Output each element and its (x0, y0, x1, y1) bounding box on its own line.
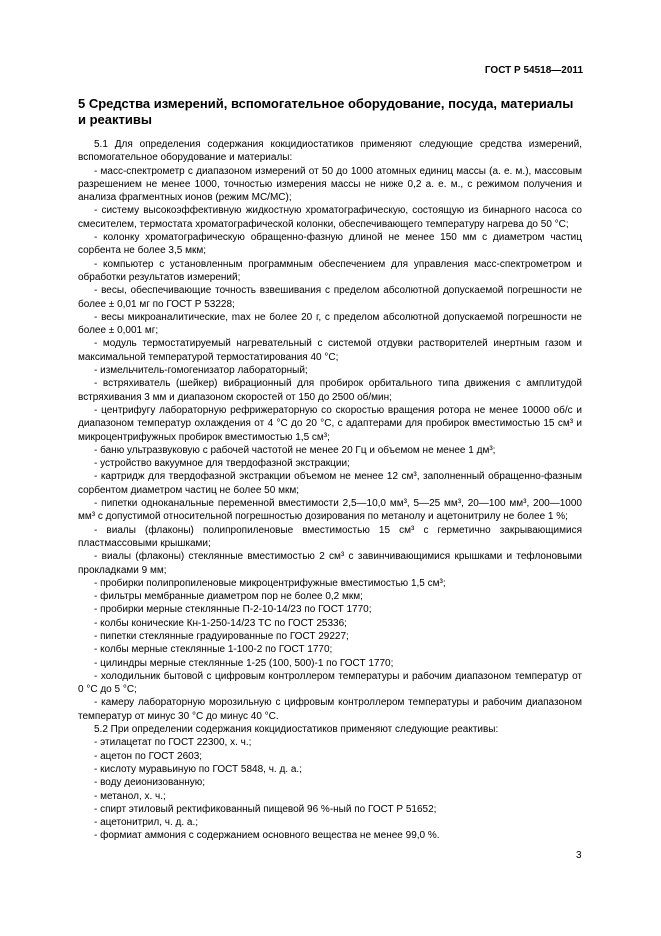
list-item: - воду деионизованную; (94, 777, 206, 789)
list-item: - пробирки мерные стеклянные П-2-10-14/23 по ГОСТ 1770; (94, 604, 372, 616)
page-number: 3 (576, 850, 582, 861)
list-item: - холодильник бытовой с цифровым контроллером температуры и рабочим диапазоном температур от 0 °С до 5 °С; (78, 670, 582, 696)
list-item: - устройство вакуумное для твердофазной экстракции; (94, 458, 350, 470)
list-item: - этилацетат по ГОСТ 22300, х. ч.; (94, 737, 252, 749)
list-item: - камеру лабораторную морозильную с цифровым контроллером температуры и рабочим диапазоном температур от минус 30 °С до минус 40 °С. (78, 697, 582, 722)
list-item: - картридж для твердофазной экстракции объемом не менее 12 см³, заполненный обращенно-фазным сорбентом диаметром частиц не более 50 мкм; (78, 471, 582, 496)
list-item: - баню ультразвуковую с рабочей частотой не менее 20 Гц и объемом не менее 1 дм³; (94, 444, 496, 456)
list-item: - цилиндры мерные стеклянные 1-25 (100, 500)-1 по ГОСТ 1770; (94, 657, 394, 669)
list-item: - спирт этиловый ректификованный пищевой 96 %-ный по ГОСТ Р 51652; (94, 803, 437, 815)
list-item: - виалы (флаконы) стеклянные вместимостью 2 см³ с завинчивающимися крышками и тефлоновыми прокладками 9 мм; (78, 551, 582, 576)
list-item: - модуль термостатируемый нагревательный с системой отдувки растворителей инертным газом и максимальной температурой термостатирования 40 °С; (78, 338, 582, 363)
list-item: - формиат аммония с содержанием основного вещества не менее 99,0 %. (94, 830, 440, 842)
standard-number: ГОСТ Р 54518—2011 (484, 65, 583, 76)
list-item: - весы, обеспечивающие точность взвешивания с пределом абсолютной допускаемой погрешности не более ± 0,01 мг по ГОСТ Р 53228; (78, 285, 582, 310)
list-item: - систему высокоэффективную жидкостную хроматографическую, состоящую из бинарного насоса со смесителем, термостата хроматографической колонки, обеспечивающего температуру нагрева до 50 °С; (78, 205, 582, 230)
list-item: - весы микроаналитические, max не более 20 г, с пределом абсолютной допускаемой погрешности не более ± 0,001 мг; (78, 311, 582, 337)
list-item: - встряхиватель (шейкер) вибрационный для пробирок орбитального типа движения с амплитудой встряхивания 3 мм и диапазоном скоростей от 150 до 2500 об/мин; (78, 378, 582, 403)
paragraph: 5.2 При определении содержания кокцидиостатиков применяют следующие реактивы: (94, 724, 499, 736)
list-item: - компьютер с установленным программным обеспечением для управления масс-спектрометром и обработки результатов измерений; (78, 258, 582, 283)
list-item: - масс-спектрометр с диапазоном измерений от 50 до 1000 атомных единиц массы (а. е. м.), массовым разрешением не менее 1000, точностью измерения массы не ниже 0,2 а. е. м., с режимом получения и анализа фрагментных ионов (режим МС/МС); (78, 165, 582, 204)
list-item: - пипетки стеклянные градуированные по ГОСТ 29227; (94, 630, 349, 642)
section-title: 5 Средства измерений, вспомогательное оборудование, посуда, материалы и реактивы (78, 96, 574, 127)
list-item: - виалы (флаконы) полипропиленовые вместимостью 15 см³ с герметично закрывающимися пластмассовыми крышками; (78, 524, 582, 549)
list-item: - ацетонитрил, ч. д. а.; (94, 817, 199, 829)
list-item: - пипетки одноканальные переменной вместимости 2,5—10,0 мм³, 5—25 мм³, 20—100 мм³, 200—1000 мм³ с допустимой относительной погрешностью дозирования по метанолу и ацетонитрилу не более 1 %; (78, 498, 582, 523)
list-item: - колбы мерные стеклянные 1-100-2 по ГОСТ 1770; (94, 644, 333, 656)
list-item: - центрифугу лабораторную рефрижераторную со скоростью вращения ротора не менее 10000 об/с и диапазоном температур охлаждения от 4 °С до 20 °С, с адаптерами для пробирок вместимостью 15 см³ и микроцентрифужных пробирок вместимостью 1,5 см³; (78, 404, 582, 443)
list-item: - колбы конические Кн-1-250-14/23 ТС по ГОСТ 25336; (94, 617, 347, 629)
paragraph: 5.1 Для определения содержания кокцидиостатиков применяют следующие средства измерений, вспомогательное оборудование и материалы: (78, 139, 582, 164)
list-item: - метанол, х. ч.; (94, 790, 166, 802)
list-item: - измельчитель-гомогенизатор лабораторный; (94, 365, 308, 377)
list-item: - фильтры мембранные диаметром пор не более 0,2 мкм; (94, 591, 363, 603)
list-item: - колонку хроматографическую обращенно-фазную длиной не менее 150 мм с диаметром частиц сорбента не более 3,5 мкм; (78, 232, 582, 257)
section-body (78, 138, 582, 843)
list-item: - пробирки полипропиленовые микроцентрифужные вместимостью 1,5 см³; (94, 577, 446, 589)
list-item: - кислоту муравьиную по ГОСТ 5848, ч. д. а.; (94, 763, 302, 775)
list-item: - ацетон по ГОСТ 2603; (94, 750, 203, 762)
